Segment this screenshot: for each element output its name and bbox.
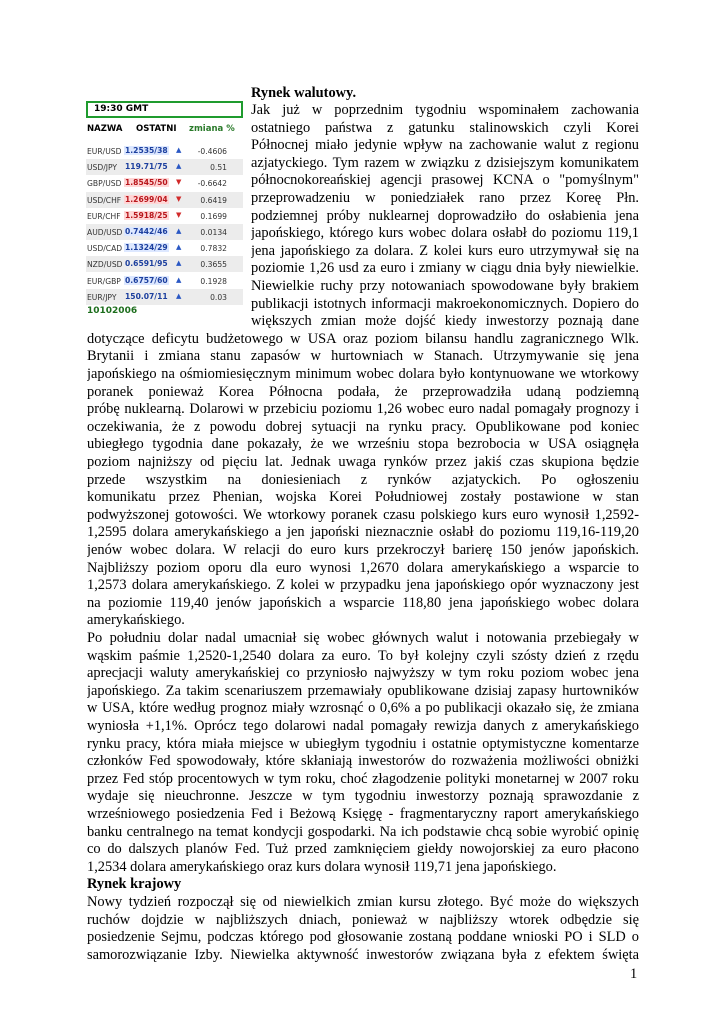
heading-rynek-krajowy: Rynek krajowy — [87, 876, 182, 893]
text-line: poranek ponieważ Korea Północna podała, że przeprowadziła udaną podziemną — [87, 383, 639, 400]
fx-pair: GBP/USD — [87, 179, 122, 189]
header-name: NAZWA — [87, 124, 123, 134]
text-line: 1,2595 dolara amerykańskiego a jen japoński nieznacznie osłabł do poziomu 119,16-119,20 — [87, 524, 639, 541]
fx-change: -0.6642 — [197, 179, 227, 189]
arrow-up-icon: ▲ — [176, 146, 182, 154]
fx-pair: USD/CHF — [87, 195, 122, 205]
fx-rate: 1.1324/29 — [125, 243, 168, 253]
text-line: samorozwiązanie Izby. Niewielka aktywność inwestorów związana była z efektem święta — [87, 946, 639, 963]
fx-pair: EUR/USD — [87, 147, 122, 156]
fx-rate: 1.8545/50 — [125, 178, 168, 188]
fx-change: 0.0134 — [200, 228, 227, 237]
fx-pair: EUR/GBP — [87, 276, 121, 286]
fx-rate: 119.71/75 — [125, 162, 168, 172]
widget-date: 10102006 — [87, 306, 138, 316]
text-line: w USA, które według prognoz miały wzrosnąć o 0,6% a po publikacji okazało się, że zmiana — [87, 700, 639, 717]
text-line: ruchów dojdzie w najbliższych dniach, ponieważ w najbliższy wtorek odbędzie się — [87, 911, 639, 928]
fx-row — [86, 192, 243, 208]
text-line: Niewielkie ruchy przy notowaniach spowodowane były brakiem — [251, 278, 639, 294]
text-line: ubiegłego tygodnia dane pokazały, że we wrześniu stopa bezrobocia w USA osiągnęła — [87, 436, 639, 453]
arrow-down-icon: ▼ — [176, 210, 182, 219]
text-line: publikacji istotnych informacji makroekonomicznych. Dopiero do — [251, 295, 639, 312]
fx-rate: 0.7442/46 — [125, 227, 168, 236]
text-line: posiedzenie Sejmu, podczas którego pod głosowanie zostaną poddane wnioski PO i SLD o — [87, 929, 639, 946]
fx-row — [86, 143, 243, 159]
fx-pair: USD/CAD — [87, 244, 123, 254]
header-last: OSTATNI — [136, 124, 177, 134]
text-line: amerykańskiego. — [87, 612, 185, 629]
text-line: azjatyckiego. Tym razem w związku z dzisiejszym komunikatem — [251, 154, 639, 171]
fx-change: 0.03 — [210, 292, 227, 302]
fx-change: 0.1928 — [200, 276, 227, 286]
text-line: oczekiwania, że z powodu dobrej sytuacji na rynku pracy. Opublikowane pod koniec — [87, 418, 639, 435]
text-line: Po południu dolar nadal umacniał się wobec głównych walut i notowania przebiegały w — [87, 630, 639, 646]
text-line: wrześniowego posiedzenia Fed i Beżową Księgę - fragmentaryczny raport amerykańskiego — [87, 806, 639, 822]
fx-row — [86, 256, 243, 272]
text-line: Nowy tydzień rozpoczął się od niewielkich zmian kursu złotego. Być może do większych — [87, 894, 639, 910]
fx-pair: NZD/USD — [87, 260, 123, 270]
fx-row — [86, 159, 243, 175]
text-line: poziom najniższy od pięciu lat. Jednak uwaga rynków przez jakiś czas skupiona będzie — [87, 454, 639, 470]
text-line: wydaje się nieuchronne. Jeszcze w tym tygodniu inwestorzy poznają sprawozdanie z — [87, 788, 639, 805]
arrow-up-icon: ▲ — [176, 291, 182, 300]
text-line: wyniosła +1,1%. Oprócz tego dolarowi nadal pomagały rewizja danych z amerykańskiego — [87, 718, 639, 734]
fx-change: 0.7832 — [200, 244, 227, 254]
text-line: ostatniego państwa z gatunku stalinowskich czyli Korei — [251, 119, 639, 136]
text-line: podziemnej próby nuklearnej doprowadziło do osłabienia jena — [251, 207, 639, 224]
text-line: co do dalszych planów Fed. Tuż przed zamknięciem giełdy nowojorskiej za euro płacono — [87, 841, 639, 858]
fx-row — [86, 175, 243, 191]
text-line: próbę nuklearną. Dolarowi w przebiciu poziomu 1,26 wobec euro nadal pomagały prognozy i — [87, 401, 639, 418]
currency-widget — [86, 101, 243, 319]
text-line: banku centralnego na temat kondycji gospodarki. Na ich podstawie chcą sobie wyrobić opinię — [87, 823, 639, 840]
text-line: Brytanii i zmiana stanu zapasów w hurtowniach w Stanach. Utrzymywanie się jena — [87, 348, 639, 365]
text-line: 1,2573 dolara amerykańskiego. Z kolei w przypadku jena japońskiego opór wyznaczony jest — [87, 577, 639, 594]
widget-header — [86, 123, 243, 137]
fx-rate: 1.5918/25 — [125, 210, 168, 220]
arrow-up-icon: ▲ — [176, 227, 182, 235]
fx-row — [86, 289, 243, 305]
text-line: japońskiego na ośmiomiesięcznym minimum wobec dolara było kontynuowane we wtorkowy — [87, 366, 639, 382]
fx-change: 0.51 — [210, 163, 227, 173]
text-line: jena japońskiego za dolara. Z kolei kurs euro utrzymywał się na — [251, 242, 639, 259]
fx-change: -0.4606 — [197, 147, 227, 156]
fx-row — [86, 273, 243, 289]
arrow-up-icon: ▲ — [176, 162, 182, 171]
text-line: przede wszystkim na doniesieniach z rynków azjatyckich. Po ogłoszeniu — [87, 471, 639, 488]
text-line: japońskiego. Za takim scenariuszem przemawiały opublikowane dzisiaj zapasy hurtowników — [87, 682, 639, 699]
heading-rynek-walutowy: Rynek walutowy. — [251, 85, 357, 101]
fx-change: 0.1699 — [200, 211, 227, 221]
text-line: japońskiego, którego kurs wobec dolara osłabł do poziomu 119,1 — [251, 225, 639, 242]
header-change: zmiana % — [189, 124, 235, 134]
arrow-down-icon: ▼ — [176, 194, 182, 203]
fx-rate: 1.2699/04 — [125, 194, 168, 204]
text-line: członków Fed spowodowały, które skłaniają inwestorów do rozważenia możliwości obniżki — [87, 753, 639, 770]
text-line: poziomie 1,26 usd za euro i zmiany w ciągu dnia były niewielkie. — [251, 260, 639, 277]
fx-rate: 150.07/11 — [125, 291, 168, 301]
text-line: jenów wobec dolara. W relacji do euro kurs przekroczył barierę 150 jenów japońskich. — [87, 542, 639, 558]
fx-pair: USD/JPY — [87, 163, 118, 173]
fx-change: 0.3655 — [200, 260, 227, 270]
text-line: dotyczące deficytu budżetowego w USA oraz poziom bilansu handlu zagranicznego Wlk. — [87, 330, 639, 347]
text-line: przeprowadzeniu w poniedziałek rano przez Koreę Płn. — [251, 190, 639, 206]
text-line: przez Fed stóp procentowych w tym roku, choć złagodzenie polityki monetarnej w 2007 roku — [87, 770, 639, 787]
text-line: większych zmian może dojść kiedy inwestorzy poznają dane — [251, 313, 639, 330]
text-line: 1,2534 dolara amerykańskiego oraz kurs dolara wynosił 119,71 jena japońskiego. — [87, 858, 557, 875]
text-line: podwyższonej gotowości. We wtorkowy poranek czasu polskiego kurs euro wynosił 1,2592- — [87, 506, 639, 523]
widget-time: 19:30 GMT — [94, 104, 149, 114]
page-number: 1 — [630, 966, 638, 982]
widget-time-box — [86, 101, 243, 118]
fx-pair: AUD/USD — [87, 228, 123, 237]
text-line: Najbliższy poziom oporu dla euro wynosi 1,2670 dolara amerykańskiego a wsparcie to — [87, 559, 639, 576]
text-line: Północnej miało jedynie wpływ na zachowanie walut z regionu — [251, 137, 639, 154]
fx-row — [86, 240, 243, 256]
text-line: Jak już w poprzednim tygodniu wspominałem zachowania — [251, 102, 639, 118]
fx-row — [86, 208, 243, 224]
text-line: na poziomie 119,40 jenów japońskich a wsparcie 118,80 jena japońskiego wobec dolara — [87, 594, 639, 611]
text-line: aprecjacji waluty amerykańskiej co przyniosło najwyższy w tym roku poziom wobec jena — [87, 665, 639, 682]
arrow-up-icon: ▲ — [176, 275, 182, 284]
text-line: wąskim paśmie 1,2520-1,2540 dolara za euro. To był kolejny czyli szósty dzień z rzędu — [87, 647, 639, 664]
fx-rate: 0.6757/60 — [125, 275, 168, 285]
fx-pair: EUR/CHF — [87, 211, 121, 221]
text-line: północnokoreańskiej agencji prasowej KCNA o "pomyślnym" — [251, 172, 639, 189]
fx-rate: 1.2535/38 — [125, 146, 168, 155]
fx-rate: 0.6591/95 — [125, 259, 168, 269]
fx-change: 0.6419 — [200, 195, 227, 205]
arrow-up-icon: ▲ — [176, 243, 182, 252]
arrow-up-icon: ▲ — [176, 259, 182, 268]
text-line: rynku pracy, która miała miejsce w ubiegłym tygodniu i ostatnie optymistyczne komentarze — [87, 735, 639, 752]
fx-row — [86, 224, 243, 240]
arrow-down-icon: ▼ — [176, 178, 182, 187]
text-line: komunikatu przez Phenian, wojska Korei Południowej zostały postawione w stan — [87, 489, 639, 506]
fx-pair: EUR/JPY — [87, 292, 117, 302]
